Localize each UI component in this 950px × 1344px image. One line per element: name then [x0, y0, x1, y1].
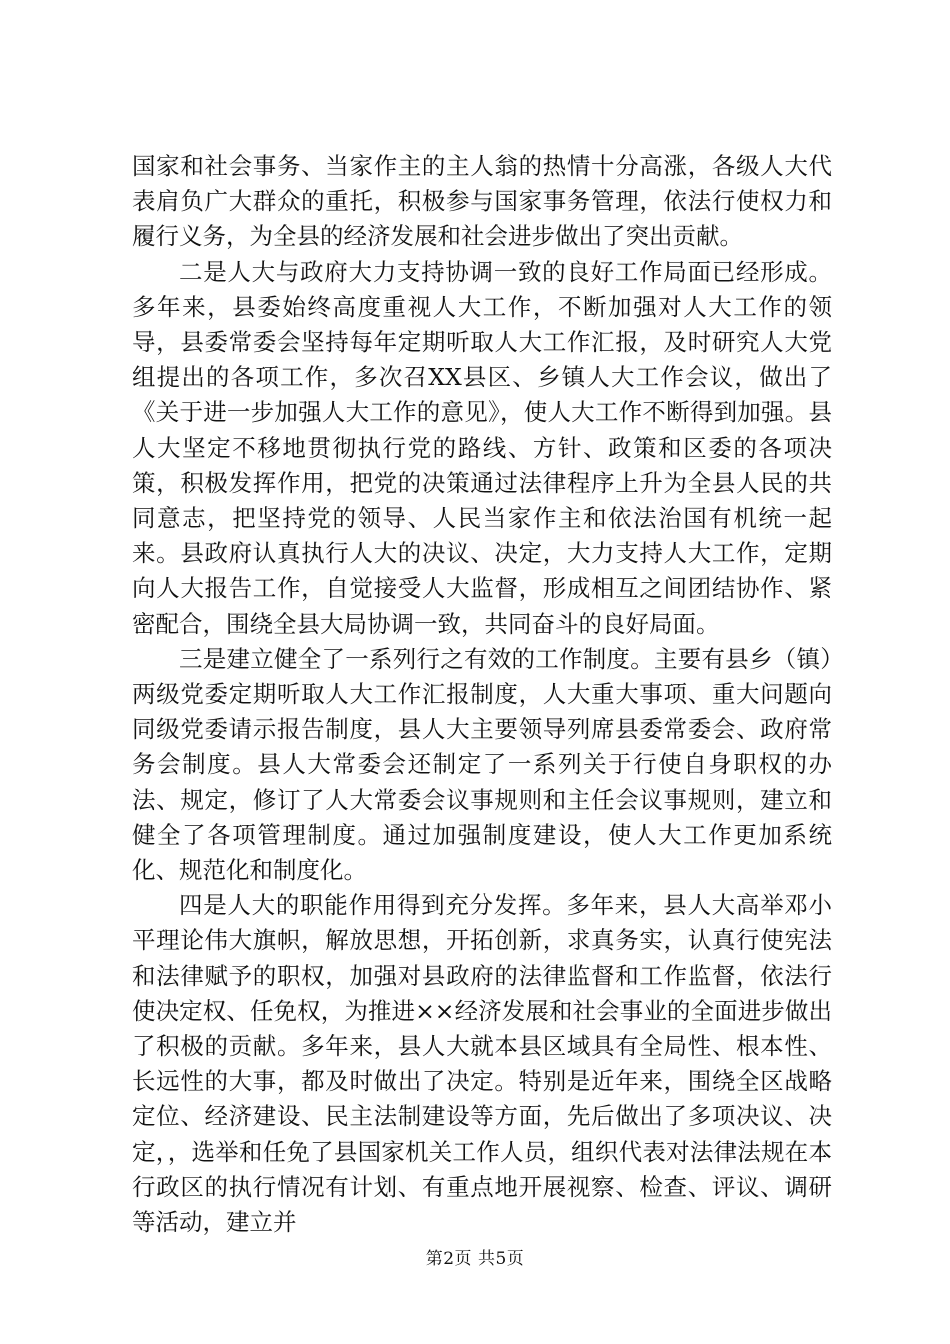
document-body [132, 149, 832, 1240]
paragraph-point-two: 二是人大与政府大力支持协调一致的良好工作局面已经形成。多年来，县委始终高度重视人大工作，不断加强对人大工作的领导，县委常委会坚持每年定期听取人大工作汇报，及时研究人大党组提出的各项工作，多次召XX县区、乡镇人大工作会议，做出了《关于进一步加强人大工作的意见》，使人大工作不断得到加强。县人大坚定不移地贯彻执行党的路线、方针、政策和区委的各项决策，积极发挥作用，把党的决策通过法律程序上升为全县人民的共同意志，把坚持党的领导、人民当家作主和依法治国有机统一起来。县政府认真执行人大的决议、决定，大力支持人大工作，定期向人大报告工作，自觉接受人大监督，形成相互之间团结协作、紧密配合，围绕全县大局协调一致，共同奋斗的良好局面。 [132, 257, 832, 638]
paragraph-point-three: 三是建立健全了一系列行之有效的工作制度。主要有县乡（镇）两级党委定期听取人大工作汇报制度，人大重大事项、重大问题向同级党委请示报告制度，县人大主要领导列席县委常委会、政府常务会制度。县人大常委会还制定了一系列关于行使自身职权的办法、规定，修订了人大常委会议事规则和主任会议事规则，建立和健全了各项管理制度。通过加强制度建设，使人大工作更加系统化、规范化和制度化。 [132, 644, 832, 885]
page-number-footer: 第2页 共5页 [425, 1249, 525, 1269]
paragraph-continuation: 国家和社会事务、当家作主的主人翁的热情十分高涨，各级人大代表肩负广大群众的重托，积极参与国家事务管理，依法行使权力和履行义务，为全县的经济发展和社会进步做出了突出贡献。 [132, 152, 832, 251]
paragraph-point-four: 四是人大的职能作用得到充分发挥。多年来，县人大高举邓小平理论伟大旗帜，解放思想，开拓创新，求真务实，认真行使宪法和法律赋予的职权，加强对县政府的法律监督和工作监督，依法行使决定权、任免权，为推进××经济发展和社会事业的全面进步做出了积极的贡献。多年来，县人大就本县区域具有全局性、根本性、长远性的大事，都及时做出了决定。特别是近年来，围绕全区战略定位、经济建设、民主法制建设等方面，先后做出了多项决议、决定，，选举和任免了县国家机关工作人员，组织代表对法律法规在本行政区的执行情况有计划、有重点地开展视察、检查、评议、调研等活动，建立并 [132, 891, 832, 1237]
